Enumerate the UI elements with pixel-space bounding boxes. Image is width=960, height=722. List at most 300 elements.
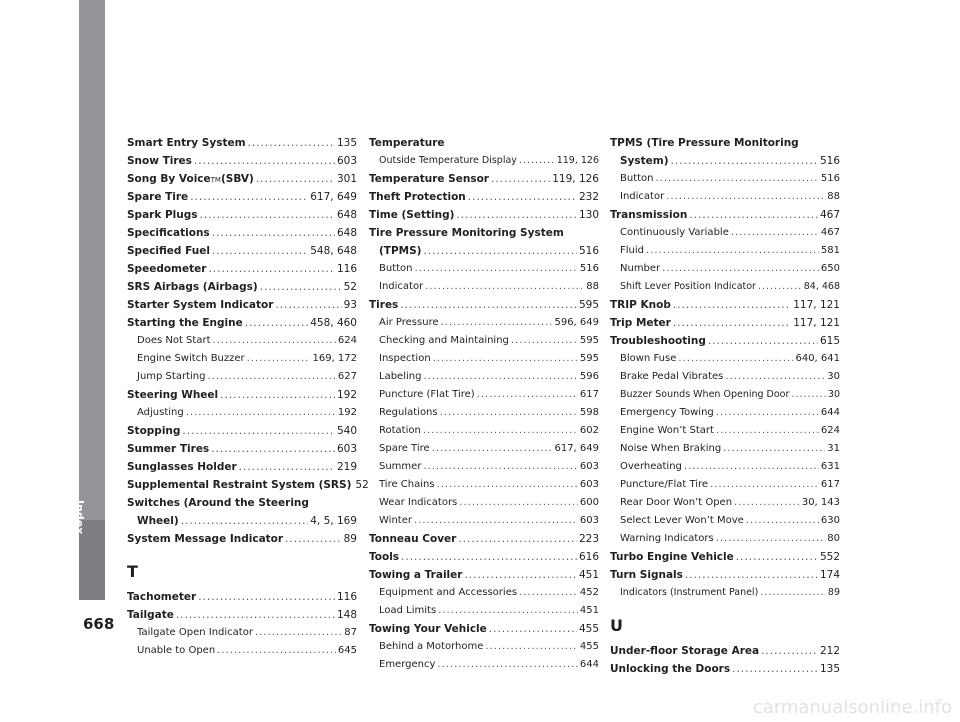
leader-dots xyxy=(710,476,819,494)
page-reference: 455 xyxy=(579,641,599,652)
index-term: Specifications xyxy=(127,227,210,239)
leader-dots xyxy=(438,602,578,620)
page-reference: 624 xyxy=(820,425,840,436)
page-reference: 31 xyxy=(827,443,840,454)
leader-dots xyxy=(432,440,553,458)
index-entry-continuation xyxy=(127,512,357,530)
page-number: 668 xyxy=(83,615,115,633)
page-reference: 581 xyxy=(820,245,840,256)
index-subentry xyxy=(610,494,840,512)
index-subentry xyxy=(610,368,840,386)
page-reference: 212 xyxy=(819,645,840,657)
index-subentry xyxy=(610,224,840,242)
index-subentry xyxy=(369,260,599,278)
leader-dots xyxy=(519,584,578,602)
page-reference: 88 xyxy=(827,191,840,202)
page-reference: 169, 172 xyxy=(312,353,357,364)
leader-dots xyxy=(440,404,578,422)
index-entry xyxy=(127,296,357,314)
index-term: Sunglasses Holder xyxy=(127,461,237,473)
index-term: Temperature xyxy=(369,137,445,149)
leader-dots xyxy=(400,296,577,314)
page-reference: 223 xyxy=(578,533,599,545)
index-subentry xyxy=(369,440,599,458)
index-subterm: Does Not Start xyxy=(137,335,211,346)
index-subterm: Puncture (Flat Tire) xyxy=(379,389,475,400)
page-reference: 52 xyxy=(343,281,357,293)
leader-dots xyxy=(716,404,819,422)
index-term: System) xyxy=(620,155,669,167)
index-entry xyxy=(610,296,840,314)
leader-dots xyxy=(673,296,791,314)
index-term: Speedometer xyxy=(127,263,207,275)
index-entry xyxy=(369,188,599,206)
index-subterm: Number xyxy=(620,263,661,274)
index-subterm: Brake Pedal Vibrates xyxy=(620,371,724,382)
leader-dots xyxy=(519,152,555,170)
leader-dots xyxy=(275,296,341,314)
page-reference: 30 xyxy=(827,389,840,400)
index-subterm: Tailgate Open Indicator xyxy=(137,627,253,638)
index-entry xyxy=(127,242,357,260)
index-subterm: Inspection xyxy=(379,353,431,364)
page-reference: 540 xyxy=(336,425,357,437)
index-term: Snow Tires xyxy=(127,155,192,167)
index-term: Tire Pressure Monitoring System xyxy=(369,227,564,239)
index-entry xyxy=(127,188,357,206)
page-reference: 192 xyxy=(336,389,357,401)
index-entry xyxy=(127,134,357,152)
index-term: SRS Airbags (Airbags) xyxy=(127,281,258,293)
page-reference: 616 xyxy=(578,551,599,563)
page-reference: 631 xyxy=(820,461,840,472)
index-term: Tools xyxy=(369,551,400,563)
leader-dots xyxy=(437,476,578,494)
index-subterm: Equipment and Accessories xyxy=(379,587,518,598)
page-reference: 148 xyxy=(336,609,357,621)
page-reference: 117, 121 xyxy=(793,317,840,329)
index-subterm: Indicator xyxy=(379,281,424,292)
index-term: Song By Voice xyxy=(127,173,211,185)
index-term: Stopping xyxy=(127,425,181,437)
index-term: Under-floor Storage Area xyxy=(610,645,760,657)
index-term: Tires xyxy=(369,299,399,311)
leader-dots xyxy=(247,350,311,368)
leader-dots xyxy=(217,642,336,660)
page-reference: 232 xyxy=(578,191,599,203)
leader-dots xyxy=(723,440,825,458)
index-column-3 xyxy=(610,134,840,678)
index-term: Tonneau Cover xyxy=(369,533,457,545)
index-term: Towing Your Vehicle xyxy=(369,623,487,635)
index-subentry xyxy=(610,422,840,440)
leader-dots xyxy=(212,224,335,242)
index-subentry xyxy=(610,170,840,188)
leader-dots xyxy=(746,512,819,530)
index-entry xyxy=(610,660,840,678)
page-reference: 467 xyxy=(820,227,840,238)
page-reference: 627 xyxy=(337,371,357,382)
leader-dots xyxy=(734,494,800,512)
page-reference: 595 xyxy=(579,353,599,364)
index-subentry xyxy=(369,584,599,602)
index-subentry xyxy=(610,584,840,602)
index-subterm: Indicator xyxy=(620,191,665,202)
page-reference: 516 xyxy=(578,245,599,257)
page-reference: 116 xyxy=(336,591,357,603)
index-subentry xyxy=(369,152,599,170)
leader-dots xyxy=(437,656,578,674)
leader-dots xyxy=(671,152,818,170)
index-subentry xyxy=(610,404,840,422)
page-reference: 640, 641 xyxy=(795,353,840,364)
page-reference: 4, 5, 169 xyxy=(310,515,357,527)
index-term: Towing a Trailer xyxy=(369,569,463,581)
index-subentry xyxy=(610,242,840,260)
index-subterm: Engine Won’t Start xyxy=(620,425,714,436)
leader-dots xyxy=(401,548,577,566)
index-subterm: Unable to Open xyxy=(137,645,216,656)
leader-dots xyxy=(656,170,819,188)
page-reference: 135 xyxy=(336,137,357,149)
index-subentry xyxy=(369,512,599,530)
index-subentry xyxy=(369,386,599,404)
page-reference: 516 xyxy=(820,173,840,184)
page-reference: 603 xyxy=(579,515,599,526)
index-term: Supplemental Restraint System (SRS) xyxy=(127,479,352,491)
index-subterm: Outside Temperature Display xyxy=(379,155,517,166)
index-subentry xyxy=(369,476,599,494)
page-reference: 615 xyxy=(819,335,840,347)
index-entry xyxy=(127,314,357,332)
page-reference: 624 xyxy=(337,335,357,346)
page-reference: 617 xyxy=(579,389,599,400)
index-entry xyxy=(127,278,357,296)
leader-dots xyxy=(684,458,819,476)
index-subterm: Emergency Towing xyxy=(620,407,714,418)
page-reference: 84, 468 xyxy=(803,281,840,292)
index-term: Steering Wheel xyxy=(127,389,219,401)
index-term: Unlocking the Doors xyxy=(610,663,731,675)
leader-dots xyxy=(732,660,818,678)
index-subentry xyxy=(610,386,840,404)
leader-dots xyxy=(441,314,553,332)
leader-dots xyxy=(468,188,577,206)
index-entry-continuation xyxy=(610,152,840,170)
index-entry xyxy=(610,332,840,350)
index-entry xyxy=(127,386,357,404)
page-reference: 603 xyxy=(336,155,357,167)
leader-dots xyxy=(211,440,335,458)
page-reference: 603 xyxy=(336,443,357,455)
leader-dots xyxy=(758,278,802,296)
leader-dots xyxy=(182,422,335,440)
page-reference: 93 xyxy=(343,299,357,311)
leader-dots xyxy=(414,512,578,530)
leader-dots xyxy=(176,606,335,624)
page-reference: 617 xyxy=(820,479,840,490)
page-reference: 548, 648 xyxy=(310,245,357,257)
index-subterm: Adjusting xyxy=(137,407,184,418)
index-entry xyxy=(127,458,357,476)
index-entry xyxy=(127,530,357,548)
leader-dots xyxy=(456,206,577,224)
index-subterm: Fluid xyxy=(620,245,644,256)
index-subterm: Jump Starting xyxy=(137,371,206,382)
index-subentry xyxy=(369,638,599,656)
leader-dots xyxy=(662,260,819,278)
leader-dots xyxy=(248,134,335,152)
index-term: TPMS (Tire Pressure Monitoring xyxy=(610,137,799,149)
index-subterm: Shift Lever Position Indicator xyxy=(620,281,756,292)
index-subentry xyxy=(127,350,357,368)
section-letter-u: U xyxy=(610,616,623,635)
index-subentry xyxy=(127,642,357,660)
page-reference: 600 xyxy=(579,497,599,508)
page-reference: 135 xyxy=(819,663,840,675)
index-entry xyxy=(369,224,599,242)
entries-t-continued xyxy=(369,134,599,674)
leader-dots xyxy=(708,332,818,350)
index-entry xyxy=(127,206,357,224)
page-reference: 174 xyxy=(819,569,840,581)
index-entry-continuation xyxy=(369,242,599,260)
index-term: Transmission xyxy=(610,209,688,221)
index-entry xyxy=(369,548,599,566)
leader-dots xyxy=(425,278,584,296)
index-subentry xyxy=(127,404,357,422)
page-reference: 119, 126 xyxy=(556,155,599,166)
index-subterm: Warning Indicators xyxy=(620,533,714,544)
page-reference: 117, 121 xyxy=(793,299,840,311)
page-reference: 617, 649 xyxy=(554,443,599,454)
index-subentry xyxy=(127,368,357,386)
leader-dots xyxy=(791,386,826,404)
page-reference: 451 xyxy=(579,605,599,616)
index-term: Starting the Engine xyxy=(127,317,243,329)
page-reference: 598 xyxy=(579,407,599,418)
index-subentry xyxy=(127,332,357,350)
leader-dots xyxy=(725,368,825,386)
index-subentry xyxy=(610,350,840,368)
page-reference: 87 xyxy=(344,627,357,638)
index-entry xyxy=(127,588,357,606)
index-entry xyxy=(127,440,357,458)
leader-dots xyxy=(239,458,335,476)
index-entry xyxy=(369,170,599,188)
page-reference: 30, 143 xyxy=(801,497,840,508)
section-letter-t: T xyxy=(127,562,138,581)
index-entry xyxy=(127,606,357,624)
index-term: Turbo Engine Vehicle xyxy=(610,551,734,563)
index-term: Starter System Indicator xyxy=(127,299,274,311)
index-subentry xyxy=(369,422,599,440)
index-term: Wheel) xyxy=(137,515,179,527)
page-reference: 596, 649 xyxy=(554,317,599,328)
index-subentry xyxy=(369,368,599,386)
index-subterm: Load Limits xyxy=(379,605,437,616)
leader-dots xyxy=(685,566,818,584)
leader-dots xyxy=(511,332,578,350)
page-reference: 648 xyxy=(336,227,357,239)
leader-dots xyxy=(212,242,308,260)
leader-dots xyxy=(255,624,342,642)
index-entry xyxy=(610,566,840,584)
leader-dots xyxy=(208,260,335,278)
index-term: Trip Meter xyxy=(610,317,671,329)
leader-dots xyxy=(194,152,335,170)
leader-dots xyxy=(464,566,577,584)
page-reference: 467 xyxy=(819,209,840,221)
index-entry xyxy=(127,476,369,494)
index-term: Theft Protection xyxy=(369,191,466,203)
leader-dots xyxy=(200,206,335,224)
index-entry xyxy=(369,296,599,314)
index-entry xyxy=(610,314,840,332)
index-entry xyxy=(127,494,357,512)
index-term: Switches (Around the Steering xyxy=(127,497,309,509)
leader-dots xyxy=(186,404,336,422)
leader-dots xyxy=(423,422,578,440)
index-term: TRIP Knob xyxy=(610,299,671,311)
index-subterm: Air Pressure xyxy=(379,317,439,328)
index-entry xyxy=(610,206,840,224)
page-reference: 644 xyxy=(579,659,599,670)
index-subterm: Engine Switch Buzzer xyxy=(137,353,245,364)
index-subterm: Blown Fuse xyxy=(620,353,677,364)
entries-t-final xyxy=(610,134,840,602)
page-reference: 516 xyxy=(579,263,599,274)
page-reference: 617, 649 xyxy=(310,191,357,203)
index-term: Turn Signals xyxy=(610,569,683,581)
page-reference: 455 xyxy=(578,623,599,635)
index-subentry xyxy=(610,458,840,476)
index-subterm: Emergency xyxy=(379,659,436,670)
index-subterm: Overheating xyxy=(620,461,682,472)
leader-dots xyxy=(736,548,818,566)
page-reference: 130 xyxy=(578,209,599,221)
leader-dots xyxy=(716,530,826,548)
leader-dots xyxy=(423,242,576,260)
index-term: Specified Fuel xyxy=(127,245,210,257)
index-subterm: Button xyxy=(620,173,654,184)
index-entry xyxy=(610,548,840,566)
leader-dots xyxy=(181,512,309,530)
index-subterm: Rear Door Won’t Open xyxy=(620,497,733,508)
leader-dots xyxy=(433,350,578,368)
leader-dots xyxy=(666,188,825,206)
leader-dots xyxy=(285,530,342,548)
index-term-tail: (SBV) xyxy=(220,173,254,185)
leader-dots xyxy=(220,386,335,404)
index-subentry xyxy=(610,278,840,296)
page-reference: 52 xyxy=(355,479,369,491)
index-entry: Song By Voice TM (SBV) ..... 301 xyxy=(127,170,357,188)
index-subentry xyxy=(369,332,599,350)
entries-t xyxy=(127,588,357,660)
index-subentry xyxy=(610,512,840,530)
index-term: System Message Indicator xyxy=(127,533,284,545)
leader-dots xyxy=(459,494,578,512)
index-subterm: Puncture/Flat Tire xyxy=(620,479,709,490)
index-term: Summer Tires xyxy=(127,443,210,455)
index-subterm: Indicators (Instrument Panel) xyxy=(620,587,759,598)
leader-dots xyxy=(260,278,342,296)
leader-dots xyxy=(761,642,818,660)
index-term: Smart Entry System xyxy=(127,137,246,149)
page-reference: 451 xyxy=(578,569,599,581)
page-reference: 516 xyxy=(819,155,840,167)
leader-dots xyxy=(678,350,793,368)
entries-s xyxy=(127,134,369,548)
leader-dots xyxy=(423,458,577,476)
page-reference: 80 xyxy=(827,533,840,544)
leader-dots xyxy=(198,588,335,606)
page-reference: 30 xyxy=(827,371,840,382)
page-reference: 219 xyxy=(336,461,357,473)
leader-dots xyxy=(423,368,577,386)
page-reference: 648 xyxy=(336,209,357,221)
leader-dots xyxy=(458,530,577,548)
index-entry xyxy=(127,260,357,278)
page-reference: 596 xyxy=(579,371,599,382)
index-entry xyxy=(127,152,357,170)
leader-dots xyxy=(415,260,578,278)
page-reference: 552 xyxy=(819,551,840,563)
index-column-2 xyxy=(369,134,599,674)
leader-dots xyxy=(477,386,578,404)
index-term: Troubleshooting xyxy=(610,335,706,347)
index-subterm: Wear Indicators xyxy=(379,497,458,508)
index-subterm: Behind a Motorhome xyxy=(379,641,484,652)
index-subentry xyxy=(369,656,599,674)
leader-dots xyxy=(760,584,826,602)
page-reference: 192 xyxy=(337,407,357,418)
index-subentry xyxy=(369,494,599,512)
index-subentry xyxy=(369,278,599,296)
index-subterm: Checking and Maintaining xyxy=(379,335,509,346)
page-reference: 89 xyxy=(827,587,840,598)
page-reference: 602 xyxy=(579,425,599,436)
leader-dots xyxy=(689,206,818,224)
index-term: Tachometer xyxy=(127,591,197,603)
page-reference: 301 xyxy=(336,173,357,185)
watermark: carmanualsonline.info xyxy=(752,697,952,718)
index-entry xyxy=(369,530,599,548)
index-subterm: Labeling xyxy=(379,371,422,382)
index-subentry xyxy=(610,530,840,548)
page-reference: 452 xyxy=(579,587,599,598)
index-term: Spare Tire xyxy=(127,191,189,203)
index-subentry xyxy=(369,314,599,332)
leader-dots xyxy=(716,422,819,440)
index-entry xyxy=(610,134,840,152)
entries-u xyxy=(610,642,840,678)
page-reference: 650 xyxy=(820,263,840,274)
index-subterm: Noise When Braking xyxy=(620,443,722,454)
page-reference: 644 xyxy=(820,407,840,418)
leader-dots xyxy=(673,314,791,332)
page-reference: 630 xyxy=(820,515,840,526)
index-column-1 xyxy=(127,134,369,660)
index-entry xyxy=(369,620,599,638)
index-subentry xyxy=(369,458,599,476)
leader-dots xyxy=(245,314,308,332)
index-entry xyxy=(127,422,357,440)
index-entry xyxy=(127,224,357,242)
page-reference: 595 xyxy=(578,299,599,311)
page-reference: 603 xyxy=(579,461,599,472)
